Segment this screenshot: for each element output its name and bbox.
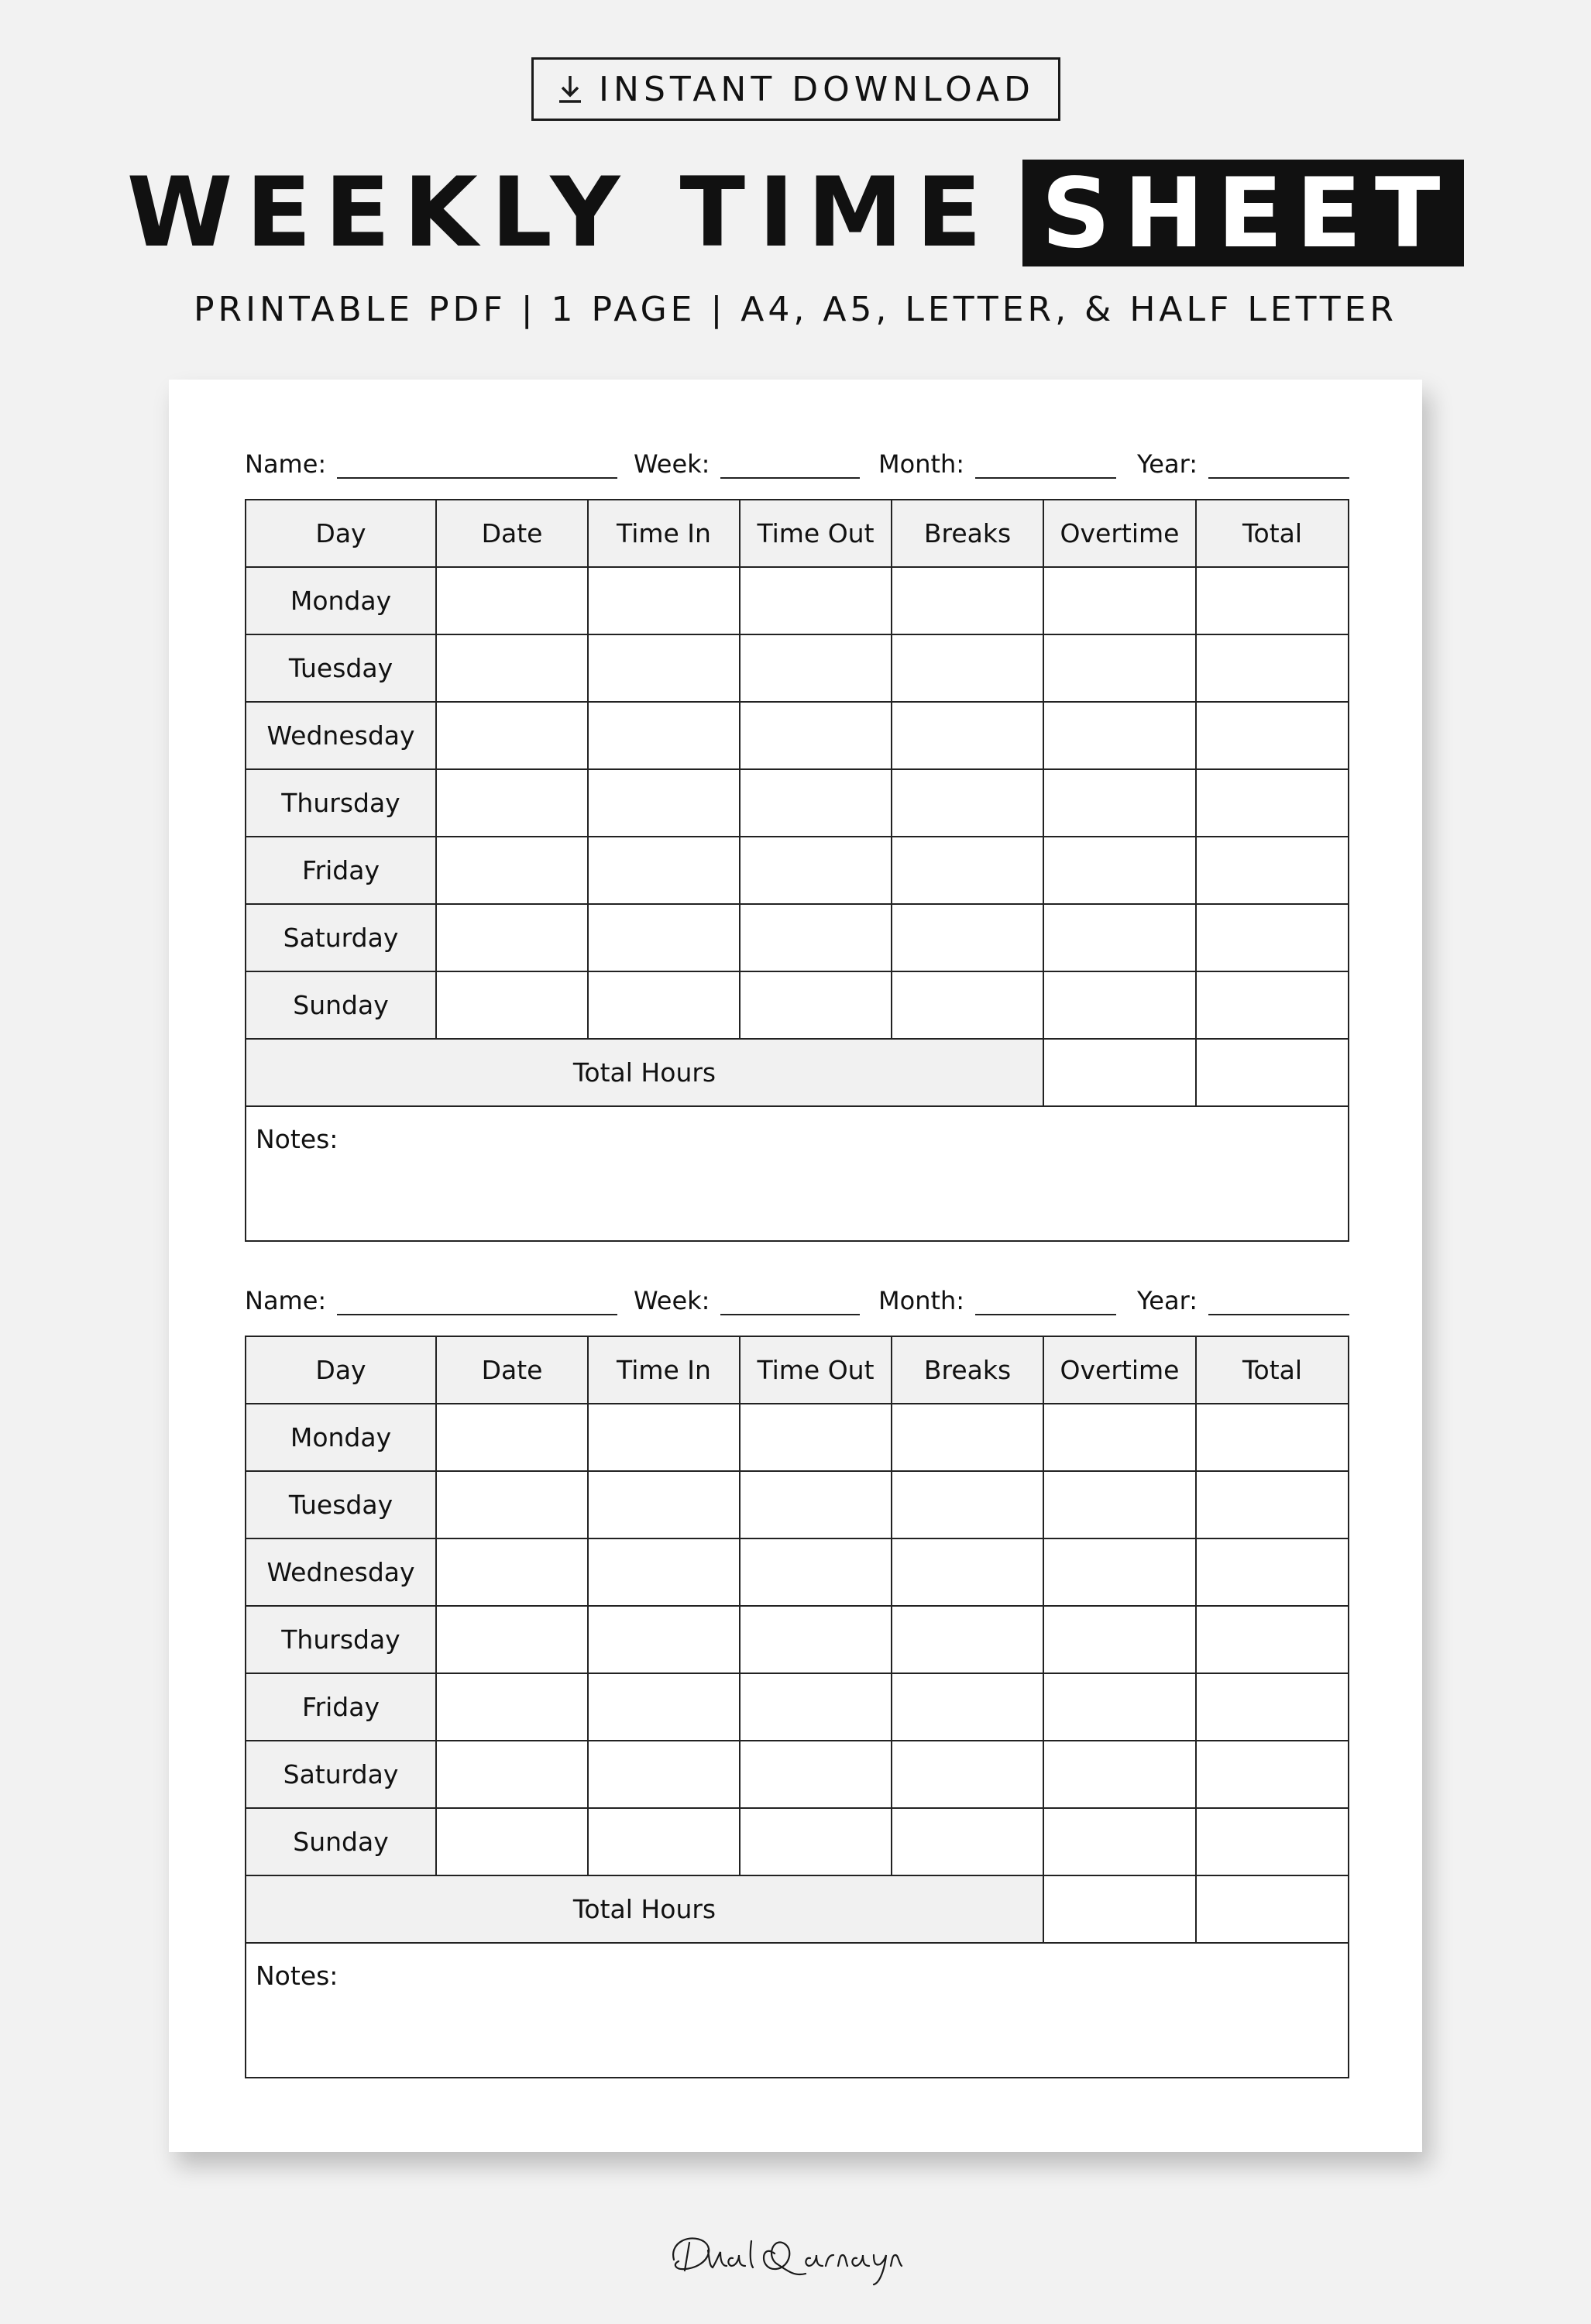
day-cell: Monday [246, 1404, 436, 1471]
instant-download-badge [531, 57, 1060, 121]
column-header: Time Out [740, 1336, 892, 1404]
week-line[interactable] [720, 1291, 860, 1315]
total-hours-row [246, 1039, 1349, 1106]
day-cell: Friday [246, 1673, 436, 1741]
overtime-total-cell[interactable] [1043, 1875, 1196, 1943]
entry-cell[interactable] [1043, 1606, 1196, 1673]
entry-cell[interactable] [740, 837, 892, 904]
day-cell: Tuesday [246, 634, 436, 702]
timesheet-paper [169, 380, 1422, 2152]
entry-cell[interactable] [1196, 702, 1349, 769]
entry-cell[interactable] [436, 1404, 588, 1471]
entry-cell[interactable] [892, 567, 1043, 634]
entry-cell[interactable] [436, 1808, 588, 1875]
entry-cell[interactable] [588, 1808, 740, 1875]
column-header: Overtime [1043, 500, 1196, 567]
entry-cell[interactable] [1043, 634, 1196, 702]
badge-label: INSTANT DOWNLOAD [599, 69, 1035, 109]
column-header: Time Out [740, 500, 892, 567]
name-line[interactable] [337, 454, 617, 479]
week-line[interactable] [720, 454, 860, 479]
entry-cell[interactable] [1196, 1404, 1349, 1471]
entry-cell[interactable] [588, 971, 740, 1039]
signature-logo [658, 2219, 937, 2289]
entry-cell[interactable] [436, 1471, 588, 1538]
entry-cell[interactable] [740, 634, 892, 702]
day-cell: Thursday [246, 769, 436, 837]
entry-cell[interactable] [436, 1606, 588, 1673]
entry-cell[interactable] [892, 837, 1043, 904]
name-line[interactable] [337, 1291, 617, 1315]
entry-cell[interactable] [1196, 1741, 1349, 1808]
title-highlight: SHEET [1022, 160, 1464, 266]
entry-cell[interactable] [892, 769, 1043, 837]
entry-cell[interactable] [1043, 904, 1196, 971]
day-cell: Tuesday [246, 1471, 436, 1538]
entry-cell[interactable] [1043, 1471, 1196, 1538]
table-row [246, 567, 1349, 634]
notes-label: Notes: [256, 1124, 338, 1154]
name-field[interactable] [245, 1286, 617, 1315]
entry-cell[interactable] [740, 1471, 892, 1538]
entry-cell[interactable] [588, 769, 740, 837]
entry-cell[interactable] [588, 702, 740, 769]
entry-cell[interactable] [892, 1538, 1043, 1606]
timesheet-block-2 [245, 1286, 1348, 1991]
table-row [246, 1538, 1349, 1606]
entry-cell[interactable] [740, 1741, 892, 1808]
entry-cell[interactable] [588, 1673, 740, 1741]
day-cell: Wednesday [246, 1538, 436, 1606]
table-row [246, 971, 1349, 1039]
header-row [246, 1336, 1349, 1404]
name-label: Name: [245, 1286, 327, 1315]
day-cell: Thursday [246, 1606, 436, 1673]
table-row [246, 634, 1349, 702]
entry-cell[interactable] [1043, 567, 1196, 634]
entry-cell[interactable] [892, 702, 1043, 769]
entry-cell[interactable] [740, 1404, 892, 1471]
week-field[interactable] [634, 1286, 860, 1315]
entry-cell[interactable] [892, 1471, 1043, 1538]
notes-box[interactable] [246, 1943, 1349, 2078]
entry-cell[interactable] [892, 634, 1043, 702]
entry-cell[interactable] [1043, 702, 1196, 769]
entry-cell[interactable] [1043, 1673, 1196, 1741]
entry-cell[interactable] [1196, 769, 1349, 837]
header-row [246, 500, 1349, 567]
overtime-total-cell[interactable] [1043, 1039, 1196, 1106]
entry-cell[interactable] [588, 1741, 740, 1808]
entry-cell[interactable] [740, 1808, 892, 1875]
entry-cell[interactable] [1043, 1808, 1196, 1875]
month-label: Month: [878, 449, 965, 479]
entry-cell[interactable] [1196, 1808, 1349, 1875]
entry-cell[interactable] [588, 837, 740, 904]
timesheet-block-1 [245, 449, 1348, 1154]
year-line[interactable] [1208, 1291, 1349, 1315]
year-line[interactable] [1208, 454, 1349, 479]
entry-cell[interactable] [740, 904, 892, 971]
entry-cell[interactable] [1196, 1606, 1349, 1673]
entry-cell[interactable] [740, 769, 892, 837]
title-plain: WEEKLY TIME [126, 157, 995, 269]
column-header: Breaks [892, 500, 1043, 567]
entry-cell[interactable] [436, 567, 588, 634]
entry-cell[interactable] [436, 769, 588, 837]
table-row [246, 1673, 1349, 1741]
info-row [245, 449, 1348, 493]
column-header: Breaks [892, 1336, 1043, 1404]
table-row [246, 1404, 1349, 1471]
timesheet-table [245, 1336, 1349, 2078]
table-body [246, 1336, 1349, 2078]
entry-cell[interactable] [1196, 1673, 1349, 1741]
subtitle: PRINTABLE PDF | 1 PAGE | A4, A5, LETTER, & HALF LETTER [193, 290, 1397, 329]
table-body [246, 500, 1349, 1241]
entry-cell[interactable] [740, 1606, 892, 1673]
table-row [246, 837, 1349, 904]
column-header: Total [1196, 1336, 1349, 1404]
entry-cell[interactable] [1043, 1538, 1196, 1606]
day-cell: Sunday [246, 971, 436, 1039]
month-field[interactable] [878, 1286, 1116, 1315]
entry-cell[interactable] [892, 1741, 1043, 1808]
page-title [0, 155, 1591, 271]
column-header: Total [1196, 500, 1349, 567]
total-hours-label: Total Hours [246, 1039, 1043, 1106]
entry-cell[interactable] [1043, 769, 1196, 837]
year-field[interactable] [1137, 449, 1349, 479]
entry-cell[interactable] [588, 1538, 740, 1606]
table-row [246, 702, 1349, 769]
entry-cell[interactable] [1043, 1404, 1196, 1471]
column-header: Date [436, 500, 588, 567]
entry-cell[interactable] [892, 1404, 1043, 1471]
timesheet-table [245, 499, 1349, 1242]
entry-cell[interactable] [588, 904, 740, 971]
entry-cell[interactable] [740, 567, 892, 634]
entry-cell[interactable] [588, 1471, 740, 1538]
info-row [245, 1286, 1348, 1329]
entry-cell[interactable] [1043, 971, 1196, 1039]
total-hours-label: Total Hours [246, 1875, 1043, 1943]
entry-cell[interactable] [892, 904, 1043, 971]
month-label: Month: [878, 1286, 965, 1315]
year-label: Year: [1137, 449, 1198, 479]
entry-cell[interactable] [436, 971, 588, 1039]
table-row [246, 1471, 1349, 1538]
column-header: Overtime [1043, 1336, 1196, 1404]
name-field[interactable] [245, 449, 617, 479]
table-row [246, 904, 1349, 971]
entry-cell[interactable] [436, 1741, 588, 1808]
column-header: Date [436, 1336, 588, 1404]
day-cell: Wednesday [246, 702, 436, 769]
table-row [246, 1808, 1349, 1875]
download-icon [557, 74, 583, 104]
month-line[interactable] [975, 1291, 1116, 1315]
column-header: Day [246, 1336, 436, 1404]
entry-cell[interactable] [740, 702, 892, 769]
day-cell: Friday [246, 837, 436, 904]
entry-cell[interactable] [436, 837, 588, 904]
entry-cell[interactable] [436, 634, 588, 702]
day-cell: Monday [246, 567, 436, 634]
grand-total-cell[interactable] [1196, 1875, 1349, 1943]
table-row [246, 1606, 1349, 1673]
entry-cell[interactable] [588, 567, 740, 634]
column-header: Time In [588, 500, 740, 567]
total-hours-row [246, 1875, 1349, 1943]
table-row [246, 1741, 1349, 1808]
entry-cell[interactable] [588, 1404, 740, 1471]
column-header: Time In [588, 1336, 740, 1404]
notes-label: Notes: [256, 1961, 338, 1991]
entry-cell[interactable] [1196, 1538, 1349, 1606]
entry-cell[interactable] [892, 1673, 1043, 1741]
entry-cell[interactable] [588, 634, 740, 702]
entry-cell[interactable] [892, 971, 1043, 1039]
day-cell: Saturday [246, 904, 436, 971]
entry-cell[interactable] [1196, 1471, 1349, 1538]
entry-cell[interactable] [436, 904, 588, 971]
entry-cell[interactable] [740, 971, 892, 1039]
entry-cell[interactable] [740, 1538, 892, 1606]
year-field[interactable] [1137, 1286, 1349, 1315]
day-cell: Sunday [246, 1808, 436, 1875]
month-field[interactable] [878, 449, 1116, 479]
year-label: Year: [1137, 1286, 1198, 1315]
entry-cell[interactable] [588, 1606, 740, 1673]
entry-cell[interactable] [1043, 1741, 1196, 1808]
notes-row [246, 1106, 1349, 1241]
entry-cell[interactable] [1043, 837, 1196, 904]
entry-cell[interactable] [1196, 904, 1349, 971]
week-label: Week: [634, 1286, 710, 1315]
entry-cell[interactable] [892, 1606, 1043, 1673]
name-label: Name: [245, 449, 327, 479]
entry-cell[interactable] [436, 1538, 588, 1606]
entry-cell[interactable] [1196, 837, 1349, 904]
entry-cell[interactable] [1196, 971, 1349, 1039]
grand-total-cell[interactable] [1196, 1039, 1349, 1106]
entry-cell[interactable] [740, 1673, 892, 1741]
week-field[interactable] [634, 449, 860, 479]
entry-cell[interactable] [1196, 567, 1349, 634]
week-label: Week: [634, 449, 710, 479]
entry-cell[interactable] [1196, 634, 1349, 702]
day-cell: Saturday [246, 1741, 436, 1808]
notes-box[interactable] [246, 1106, 1349, 1241]
notes-row [246, 1943, 1349, 2078]
table-row [246, 769, 1349, 837]
entry-cell[interactable] [892, 1808, 1043, 1875]
column-header: Day [246, 500, 436, 567]
month-line[interactable] [975, 454, 1116, 479]
entry-cell[interactable] [436, 702, 588, 769]
entry-cell[interactable] [436, 1673, 588, 1741]
